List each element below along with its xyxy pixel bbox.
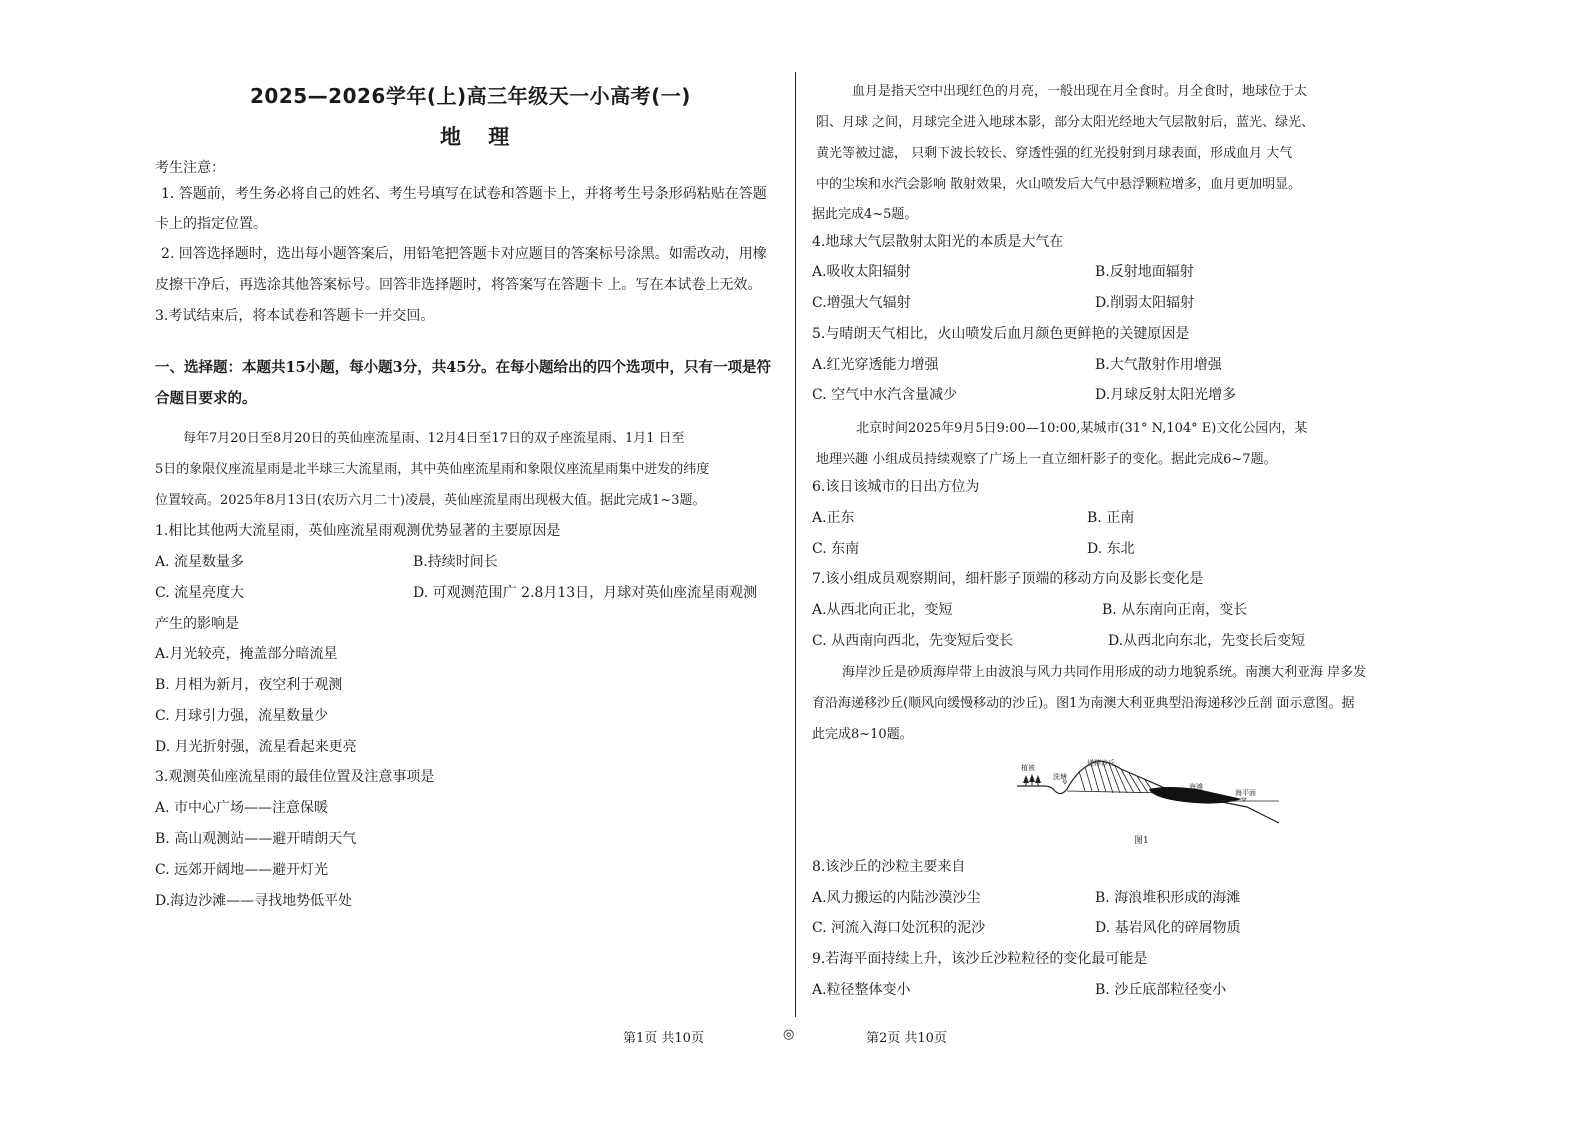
q8-option-a: A.风力搬运的内陆沙漠沙尘 — [812, 890, 981, 906]
passage4-line1: 海岸沙丘是砂质海岸带上由波浪与风力共同作用形成的动力地貌系统。南澳大利亚海 岸多发 — [842, 665, 1367, 680]
q6-option-a: A.正东 — [812, 510, 855, 526]
passage1-line1: 每年7月20日至8月20日的英仙座流星雨、12月4日至17日的双子座流星雨、1月1 日至 — [183, 431, 685, 446]
q3-stem: 3.观测英仙座流星雨的最佳位置及注意事项是 — [155, 769, 435, 785]
q5-option-d: D.月球反射太阳光增多 — [1095, 387, 1237, 403]
label-pond: 洗塘 — [1053, 773, 1067, 781]
passage3-line2: 地理兴趣 小组成员持续观察了广场上一直立细杆影子的变化。据此完成6~7题。 — [816, 452, 1277, 467]
q9-option-b: B. 沙丘底部粒径变小 — [1095, 982, 1227, 998]
q3-option-b: B. 高山观测站——避开晴朗天气 — [155, 831, 357, 847]
label-vegetation: 植被 — [1021, 764, 1035, 772]
q1-stem: 1.相比其他两大流星雨，英仙座流星雨观测优势显著的主要原因是 — [155, 523, 561, 539]
q3-option-a: A. 市中心广场——注意保暖 — [155, 800, 329, 816]
dune-profile-figure — [1017, 755, 1282, 830]
notice-item-1-line2: 卡上的指定位置。 — [155, 216, 267, 232]
q1-option-b: B.持续时间长 — [413, 554, 498, 570]
q5-option-c: C. 空气中水汽含量减少 — [812, 387, 958, 403]
page-divider — [795, 72, 796, 1017]
q2-option-d: D. 月光折射强，流星看起来更亮 — [155, 739, 357, 755]
notice-heading: 考生注意： — [155, 160, 225, 176]
label-sea-level: 海平面 — [1235, 789, 1256, 797]
left-page — [155, 0, 780, 1122]
notice-item-1-line1: 1. 答题前，考生务必将自己的姓名、考生号填写在试卷和答题卡上，并将考生号条形码粘贴在答题 — [161, 186, 767, 202]
q4-option-a: A.吸收太阳辐射 — [812, 264, 911, 280]
q7-stem: 7.该小组成员观察期间，细杆影子顶端的移动方向及影长变化是 — [812, 571, 1204, 587]
passage2-line5: 据此完成4~5题。 — [812, 207, 918, 222]
figure1-caption: 图1 — [1134, 836, 1149, 846]
q4-option-c: C.增强大气辐射 — [812, 295, 911, 311]
exam-title: 2025—2026学年(上)高三年级天一小高考(一) — [250, 84, 691, 108]
q3-option-d: D.海边沙滩——寻找地势低平处 — [155, 893, 353, 909]
q8-option-d: D. 基岩风化的碎屑物质 — [1095, 920, 1241, 936]
q7-option-a: A.从西北向正北，变短 — [812, 602, 953, 618]
passage1-line3: 位置较高。2025年8月13日(农历六月二十)凌晨，英仙座流星雨出现极大值。据此完成1~3题。 — [155, 493, 706, 508]
footer-right-page-number: 第2页 共10页 — [866, 1031, 947, 1046]
label-dune: 递移沙丘 — [1087, 759, 1115, 767]
notice-item-2-line2: 皮擦干净后，再选涂其他答案标号。回答非选择题时，将答案写在答题卡 上。写在本试卷上无效。 — [155, 277, 762, 293]
q6-option-c: C. 东南 — [812, 541, 860, 557]
passage4-line2: 育沿海递移沙丘(顺风向缓慢移动的沙丘)。图1为南澳大利亚典型沿海递移沙丘剖 面示意图。据 — [812, 696, 1355, 711]
q4-option-b: B.反射地面辐射 — [1095, 264, 1194, 280]
footer-center-symbol: ◎ — [783, 1027, 795, 1042]
q2-option-c: C. 月球引力强，流星数量少 — [155, 708, 329, 724]
q5-option-a: A.红光穿透能力增强 — [812, 357, 939, 373]
q6-option-b: B. 正南 — [1087, 510, 1135, 526]
passage2-line4: 中的尘埃和水汽会影响 散射效果，火山喷发后大气中悬浮颗粒增多，血月更加明显。 — [816, 177, 1302, 192]
footer-left-page-number: 第1页 共10页 — [623, 1031, 704, 1046]
subject-title: 地 理 — [440, 125, 520, 149]
q2-stem-cont: 产生的影响是 — [155, 616, 239, 632]
q8-stem: 8.该沙丘的沙粒主要来自 — [812, 859, 966, 875]
passage2-line1: 血月是指天空中出现红色的月亮，一般出现在月全食时。月全食时，地球位于太 — [852, 84, 1308, 99]
passage2-line2: 阳、月球 之间，月球完全进入地球本影，部分太阳光经地大气层散射后，蓝光、绿光、 — [816, 115, 1315, 130]
q4-option-d: D.削弱太阳辐射 — [1095, 295, 1195, 311]
q8-option-b: B. 海浪堆积形成的海滩 — [1095, 890, 1241, 906]
passage2-line3: 黄光等被过滤， 只剩下波长较长、穿透性强的红光投射到月球表面，形成血月 大气 — [816, 146, 1293, 161]
section1-heading-line2: 合题目要求的。 — [155, 390, 257, 407]
q2-option-a: A.月光较亮，掩盖部分暗流星 — [155, 646, 338, 662]
passage3-line1: 北京时间2025年9月5日9:00—10:00,某城市(31° N,104° E)文化公园内，某 — [856, 421, 1308, 436]
q7-option-c: C. 从西南向西北，先变短后变长 — [812, 633, 1014, 649]
passage1-line2: 5日的象限仪座流星雨是北半球三大流星雨，其中英仙座流星雨和象限仪座流星雨集中迸发的纬度 — [155, 462, 710, 477]
notice-item-2-line1: 2. 回答选择题时，选出每小题答案后，用铅笔把答题卡对应题目的答案标号涂黑。如需改动，用橡 — [161, 246, 767, 262]
q6-stem: 6.该日该城市的日出方位为 — [812, 479, 980, 495]
vegetation-icon — [1023, 774, 1041, 786]
q8-option-c: C. 河流入海口处沉积的泥沙 — [812, 920, 986, 936]
q6-option-d: D. 东北 — [1087, 541, 1135, 557]
q9-stem: 9.若海平面持续上升，该沙丘沙粒粒径的变化最可能是 — [812, 951, 1148, 967]
passage4-line3: 此完成8~10题。 — [812, 727, 913, 742]
notice-item-3: 3.考试结束后，将本试卷和答题卡一并交回。 — [155, 308, 435, 324]
section1-heading-line1: 一、选择题：本题共15小题，每小题3分，共45分。在每小题给出的四个选项中，只有一项是符 — [155, 359, 771, 376]
q2-option-b: B. 月相为新月，夜空利于观测 — [155, 677, 343, 693]
q4-stem: 4.地球大气层散射太阳光的本质是大气在 — [812, 234, 1064, 250]
q1-option-d: D. 可观测范围广 2.8月13日，月球对英仙座流星雨观测 — [413, 585, 758, 601]
right-page — [812, 0, 1442, 1122]
q9-option-a: A.粒径整体变小 — [812, 982, 911, 998]
q1-option-a: A. 流星数量多 — [155, 554, 245, 570]
label-beach: 海滩 — [1189, 783, 1203, 791]
q7-option-b: B. 从东南向正南，变长 — [1102, 602, 1248, 618]
q3-option-c: C. 远郊开阔地——避开灯光 — [155, 862, 329, 878]
q7-option-d: D.从西北向东北，先变长后变短 — [1108, 633, 1306, 649]
q5-stem: 5.与晴朗天气相比，火山喷发后血月颜色更鲜艳的关键原因是 — [812, 326, 1190, 342]
q1-option-c: C. 流星亮度大 — [155, 585, 245, 601]
q5-option-b: B.大气散射作用增强 — [1095, 357, 1222, 373]
